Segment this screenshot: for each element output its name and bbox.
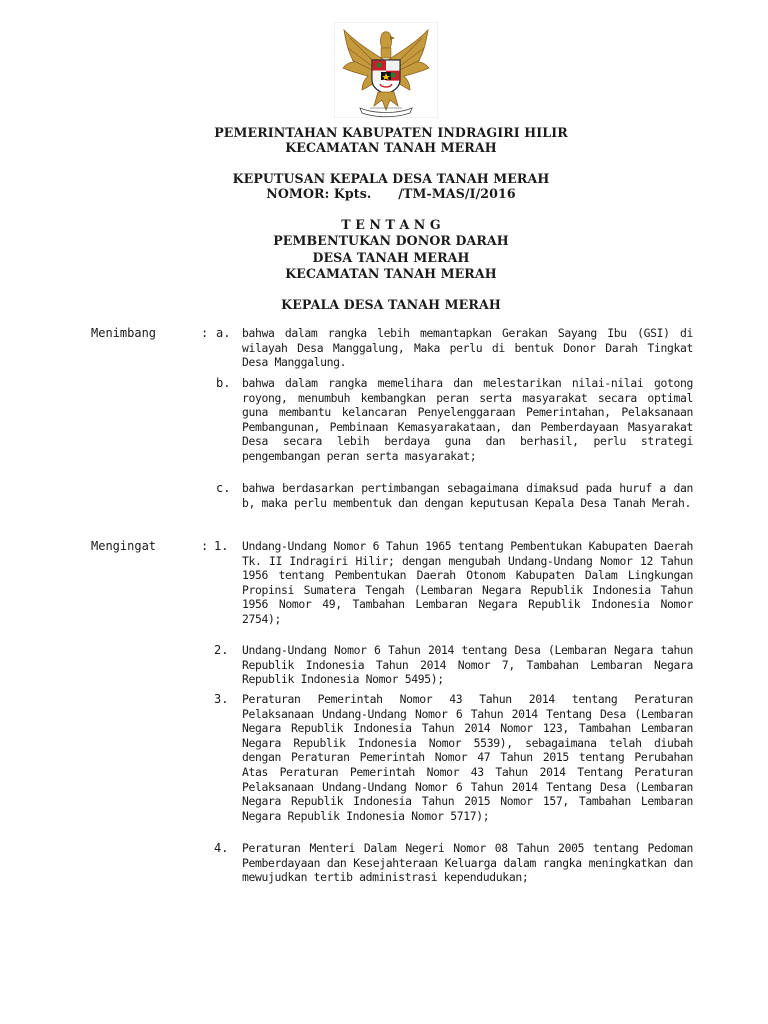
decree-title: KEPUTUSAN KEPALA DESA TANAH MERAH — [232, 171, 550, 186]
garuda-emblem-icon — [334, 22, 438, 118]
subject-line-3: KECAMATAN TANAH MERAH — [285, 266, 497, 281]
issuer-heading: KEPALA DESA TANAH MERAH — [281, 297, 501, 312]
district-name: KECAMATAN TANAH MERAH — [285, 140, 497, 155]
menimbang-item-marker: c. — [216, 481, 231, 495]
mengingat-item-marker: 4. — [214, 841, 229, 855]
mengingat-label: Mengingat — [91, 539, 157, 553]
menimbang-item-text: bahwa dalam rangka memelihara dan melestarikan nilai-nilai gotong royong, menumbuh kembangkan peran serta masyarakat secara optimal guna membantu kelancaran Penyelenggaraan Pemerintahan, Pelaksanaan Pembangunan, Pembinaan Kemasyarakataan, dan Pemberdayaan Masyarakat Desa secara lebih berdaya guna dan berhasil, perlu strategi pengembangan peran serta masyarakat; — [242, 376, 693, 463]
mengingat-item-marker: 2. — [214, 643, 229, 657]
government-name: PEMERINTAHAN KABUPATEN INDRAGIRI HILIR — [214, 125, 568, 140]
mengingat-item-marker: 1. — [214, 539, 229, 553]
subject-line-2: DESA TANAH MERAH — [312, 250, 470, 265]
menimbang-colon: : — [201, 326, 209, 340]
menimbang-item-text: bahwa dalam rangka lebih memantapkan Gerakan Sayang Ibu (GSI) di wilayah Desa Manggalung, Maka perlu di bentuk Donor Darah Tingkat Desa Manggalung. — [242, 326, 693, 370]
menimbang-item-marker: a. — [216, 326, 231, 340]
subject-line-1: PEMBENTUKAN DONOR DARAH — [273, 233, 509, 248]
about-heading: T E N T A N G — [341, 217, 441, 232]
menimbang-item-text: bahwa berdasarkan pertimbangan sebagaimana dimaksud pada huruf a dan b, maka perlu membentuk dan dengan keputusan Kepala Desa Tanah Merah. — [242, 481, 693, 510]
mengingat-item-text: Undang-Undang Nomor 6 Tahun 1965 tentang Pembentukan Kabupaten Daerah Tk. II Indragiri Hilir; dengan mengubah Undang-Undang Nomor 12 Tahun 1956 tentang Pembentukan Daerah Otonom Kabupaten Dalam Lingkungan Propinsi Sumatera Tengah (Lembaran Negara Republik Indonesia Tahun 1956 Nomor 49, Tambahan Lembaran Negara Republik Indonesia Nomor 2754); — [242, 539, 693, 626]
mengingat-colon: : — [201, 539, 209, 553]
mengingat-item-text: Undang-Undang Nomor 6 Tahun 2014 tentang Desa (Lembaran Negara tahun Republik Indonesia Tahun 2014 Nomor 7, Tambahan Lembaran Negara Republik Indonesia Nomor 5495); — [242, 643, 693, 687]
garuda-pancasila-emblem — [334, 22, 438, 118]
decree-number: NOMOR: Kpts. /TM-MAS/I/2016 — [266, 186, 516, 201]
mengingat-item-marker: 3. — [214, 692, 229, 706]
mengingat-item-text: Peraturan Menteri Dalam Negeri Nomor 08 Tahun 2005 tentang Pedoman Pemberdayaan dan Kesejahteraan Keluarga dalam rangka meningkatkan dan mewujudkan tertib administrasi kependudukan; — [242, 841, 693, 885]
mengingat-item-text: Peraturan Pemerintah Nomor 43 Tahun 2014 tentang Peraturan Pelaksanaan Undang-Undang Nomor 6 Tahun 2014 Tentang Desa (Lembaran Negara Republik Indonesia Tahun 2014 Nomor 123, Tambahan Lembaran Negara Republik Indonesia Nomor 5539), sebagaimana telah diubah dengan Peraturan Pemerintah Nomor 47 Tahun 2015 tentang Perubahan Atas Peraturan Pemerintah Nomor 43 Tahun 2014 Tentang Peraturan Pelaksanaan Undang-Undang Nomor 6 Tahun 2014 Tentang Desa (Lembaran Negara Republik Indonesia Tahun 2015 Nomor 157, Tambahan Lembaran Negara Republik Indonesia Nomor 5717); — [242, 692, 693, 823]
menimbang-item-marker: b. — [216, 376, 231, 390]
menimbang-label: Menimbang — [91, 326, 157, 340]
